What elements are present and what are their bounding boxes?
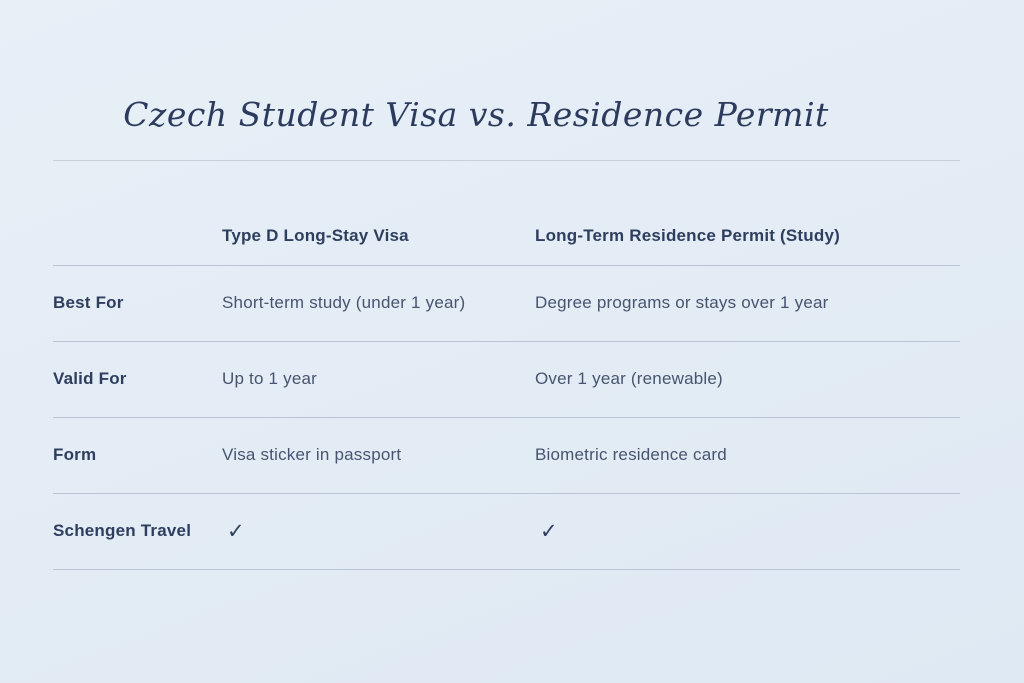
table-cell: Over 1 year (renewable) bbox=[535, 369, 723, 389]
row-label: Best For bbox=[53, 293, 124, 313]
page-title: Czech Student Visa vs. Residence Permit bbox=[123, 95, 829, 134]
table-cell bbox=[222, 519, 535, 544]
table-row-valid-for bbox=[53, 342, 960, 418]
table-header-row bbox=[53, 161, 960, 266]
column-header-visa: Type D Long-Stay Visa bbox=[222, 225, 409, 245]
check-icon: ✓ bbox=[227, 519, 245, 543]
row-label: Schengen Travel bbox=[53, 521, 192, 541]
table-cell: Visa sticker in passport bbox=[222, 445, 402, 465]
table-row-form bbox=[53, 418, 960, 494]
table-row-schengen-travel bbox=[53, 494, 960, 570]
comparison-table bbox=[53, 161, 960, 570]
table-row-best-for bbox=[53, 266, 960, 342]
row-label: Valid For bbox=[53, 369, 127, 389]
check-icon: ✓ bbox=[540, 519, 558, 543]
table-cell: Up to 1 year bbox=[222, 369, 318, 389]
table-cell: Degree programs or stays over 1 year bbox=[535, 293, 829, 313]
row-label: Form bbox=[53, 445, 97, 465]
table-cell bbox=[535, 519, 960, 544]
table-cell: Biometric residence card bbox=[535, 445, 727, 465]
column-header-permit: Long-Term Residence Permit (Study) bbox=[535, 225, 840, 245]
table-cell: Short-term study (under 1 year) bbox=[222, 293, 466, 313]
